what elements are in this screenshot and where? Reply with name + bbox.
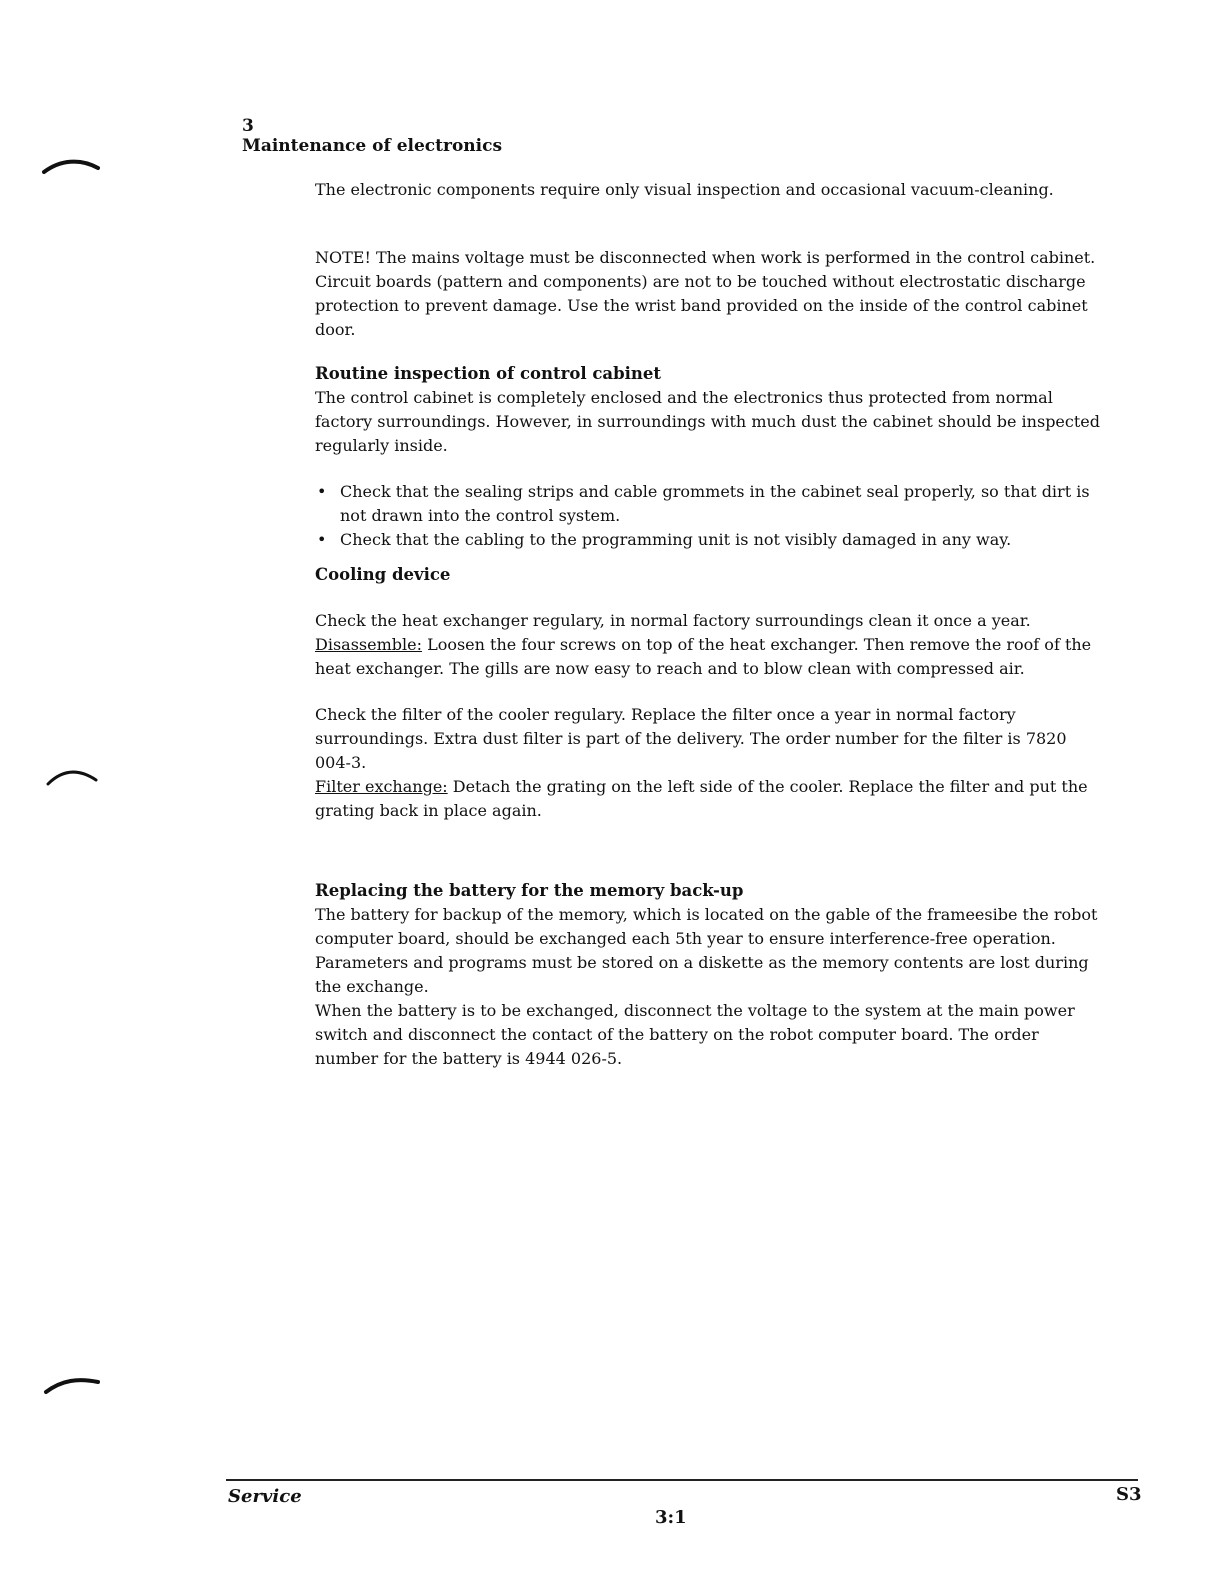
filter-exchange-label: Filter exchange: (315, 777, 448, 796)
footer-divider (226, 1479, 1138, 1481)
note-paragraph (315, 246, 1105, 342)
list-item-text: Check that the sealing strips and cable grommets in the cabinet seal properly, so that dirt is not drawn into the control system. (340, 482, 1090, 525)
battery-paragraph-1: The battery for backup of the memory, which is located on the gable of the frameesibe the robot computer board, should be exchanged each 5th year to ensure interference-free operation. Parameters and programs must be stored on a diskette as the memory contents are lost during the exchange. (315, 905, 1098, 996)
disassemble-label: Disassemble: (315, 635, 422, 654)
binder-hole-mark-top (40, 150, 110, 180)
cooling-heading: Cooling device (315, 565, 451, 584)
cooling-paragraph-1 (315, 609, 1105, 681)
binder-hole-mark-middle (40, 760, 110, 790)
page-number: 3:1 (655, 1507, 687, 1528)
cooling-paragraph-3 (315, 775, 1105, 823)
list-item (315, 528, 1105, 552)
routine-checklist (315, 480, 1105, 552)
list-item (315, 480, 1105, 528)
chapter-title: Maintenance of electronics (242, 136, 503, 156)
binder-hole-mark-bottom (40, 1368, 110, 1398)
filter-check-text: Check the filter of the cooler regulary. Replace the filter once a year in normal factory surroundings. Extra dust filter is part of the delivery. The order number for the filter is 7820 004-3. (315, 705, 1067, 772)
bullet-icon: • (317, 482, 327, 501)
footer-chapter-code: S3 (1116, 1484, 1142, 1505)
routine-text: The control cabinet is completely enclosed and the electronics thus protected from normal factory surroundings. However, in surroundings with much dust the cabinet should be inspected regularly inside. (315, 388, 1100, 455)
cooling-section (315, 563, 1105, 823)
battery-paragraph-2: When the battery is to be exchanged, disconnect the voltage to the system at the main power switch and disconnect the contact of the battery on the robot computer board. The order number for the battery is 4944 026-5. (315, 1001, 1075, 1068)
bullet-icon: • (317, 530, 327, 549)
note-text: NOTE! The mains voltage must be disconnected when work is performed in the control cabinet. Circuit boards (pattern and components) are not to be touched without electrostatic discharge protection to prevent damage. Use the wrist band provided on the inside of the control cabinet door. (315, 248, 1096, 339)
chapter-number: 3 (242, 116, 254, 136)
filter-exchange-text: Detach the grating on the left side of the cooler. Replace the filter and put the grating back in place again. (315, 777, 1088, 820)
footer-section-label: Service (228, 1486, 302, 1507)
routine-section (315, 362, 1105, 552)
intro-paragraph (315, 178, 1105, 202)
disassemble-text: Loosen the four screws on top of the heat exchanger. Then remove the roof of the heat exchanger. The gills are now easy to reach and to blow clean with compressed air. (315, 635, 1092, 678)
cooling-paragraph-2 (315, 703, 1105, 775)
intro-text: The electronic components require only visual inspection and occasional vacuum-cleaning. (315, 180, 1054, 199)
battery-section (315, 879, 1105, 1071)
battery-heading: Replacing the battery for the memory back-up (315, 881, 744, 900)
list-item-text: Check that the cabling to the programming unit is not visibly damaged in any way. (340, 530, 1012, 549)
routine-heading: Routine inspection of control cabinet (315, 364, 662, 383)
cooling-intro-text: Check the heat exchanger regulary, in normal factory surroundings clean it once a year. (315, 611, 1031, 630)
